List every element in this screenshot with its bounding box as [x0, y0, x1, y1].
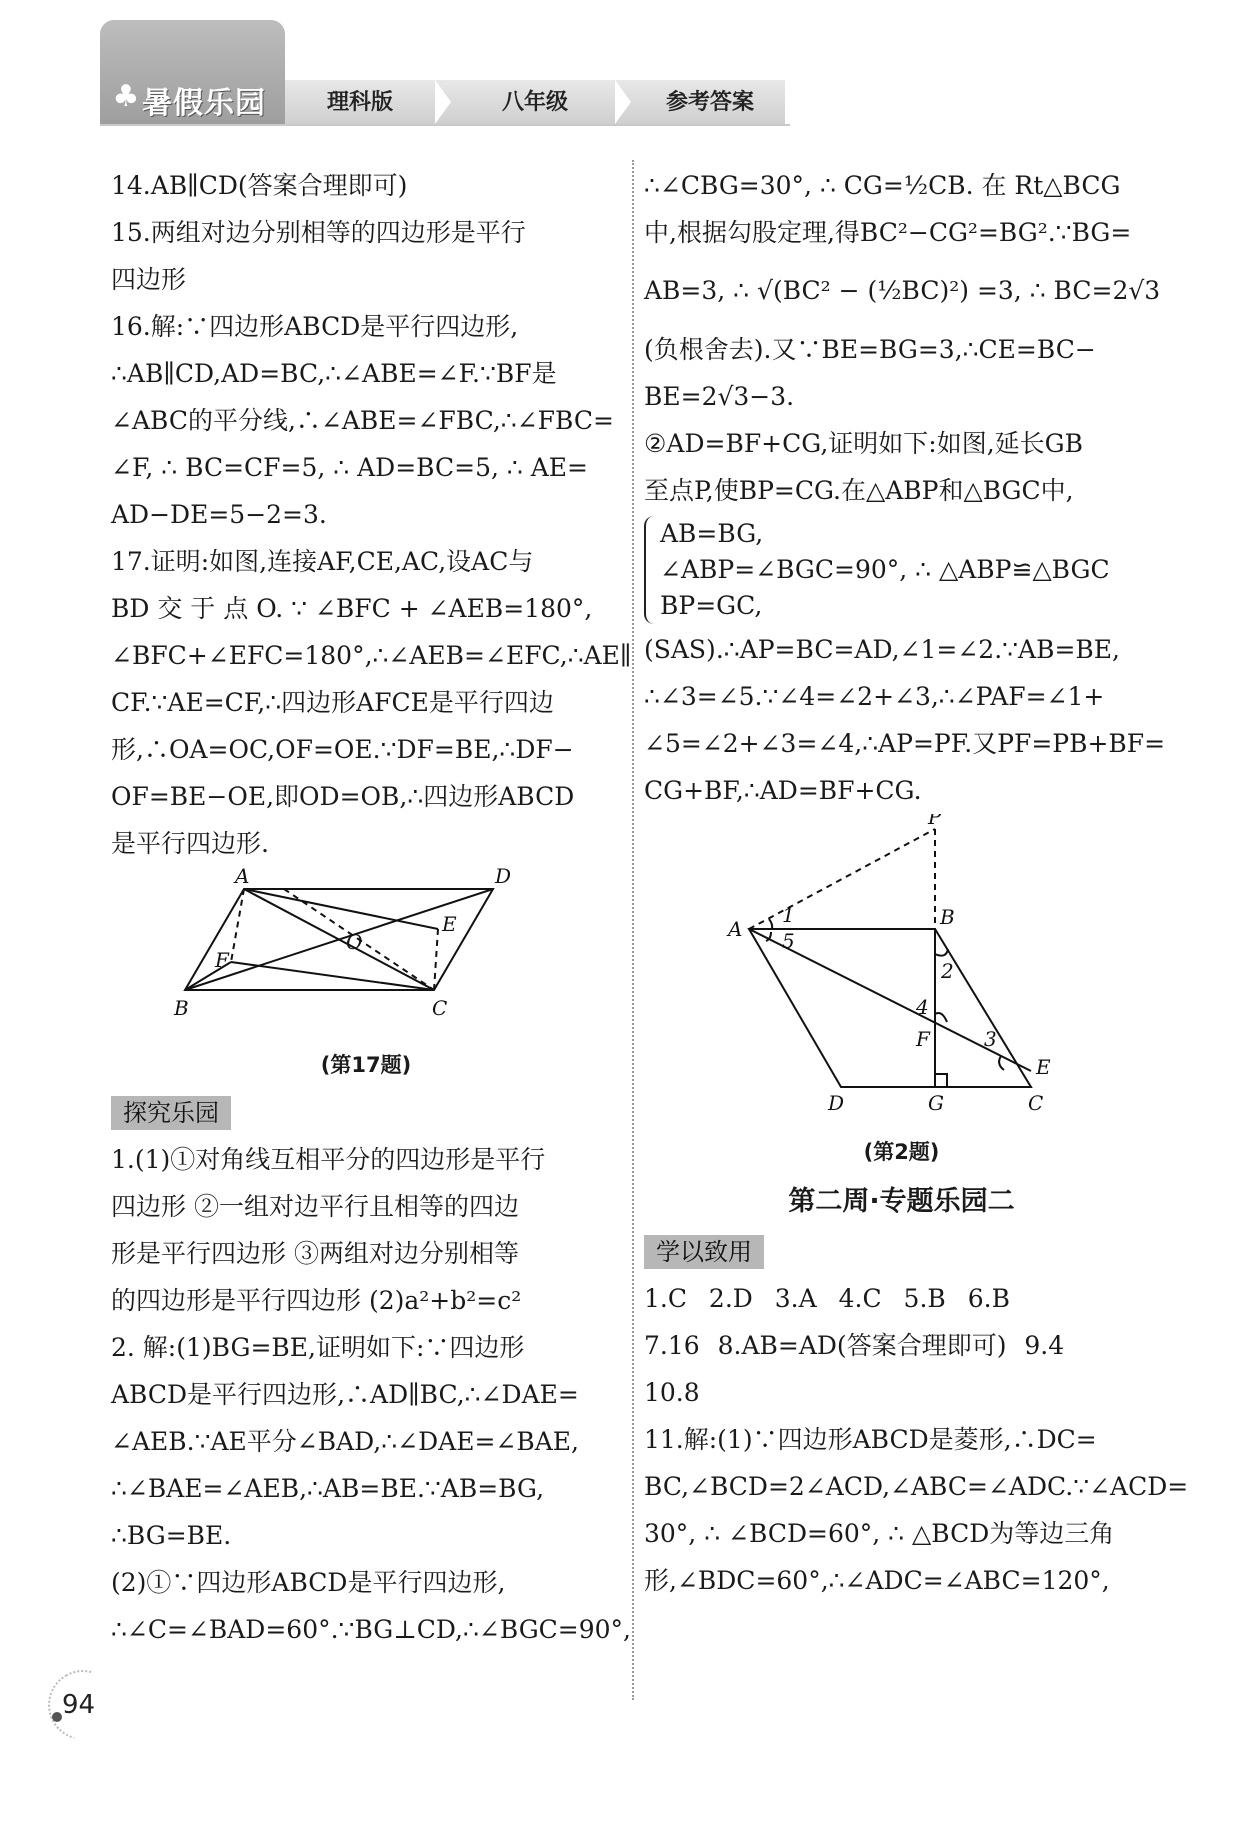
- answer-line: ∠ABP=∠BGC=90°, ∴ △ABP≌△BGC: [660, 555, 1110, 584]
- answer-line: 1.(1)①对角线互相平分的四边形是平行: [111, 1145, 546, 1174]
- answer-line: 10.8: [644, 1378, 700, 1407]
- answer-line: ∠BFC+∠EFC=180°,∴∠AEB=∠EFC,∴AE∥: [111, 641, 632, 670]
- answer-line: 16.解:∵四边形ABCD是平行四边形,: [111, 312, 519, 341]
- label-c: C: [1028, 1091, 1044, 1114]
- label-angle-2: 2: [941, 959, 954, 983]
- label-a: A: [728, 917, 743, 941]
- figure-17-caption: (第17题): [320, 1053, 412, 1077]
- answer-line: 15.两组对边分别相等的四边形是平行: [111, 218, 526, 247]
- label-e: E: [1036, 1055, 1051, 1079]
- answer-line: CF.∵AE=CF,∴四边形AFCE是平行四边: [111, 688, 554, 717]
- label-f: F: [916, 1027, 930, 1051]
- answer-line: BP=GC,: [660, 591, 763, 620]
- answer-line: ∴∠C=∠BAD=60°.∵BG⊥CD,∴∠BGC=90°,: [111, 1615, 631, 1644]
- answer-line: ∴∠BAE=∠AEB,∴AB=BE.∵AB=BG,: [111, 1474, 545, 1503]
- label-o: O: [346, 930, 363, 954]
- answer-line: ②AD=BF+CG,证明如下:如图,延长GB: [644, 429, 1083, 458]
- label-f: F: [215, 948, 229, 972]
- answer-line: ∠F, ∴ BC=CF=5, ∴ AD=BC=5, ∴ AE=: [111, 453, 588, 482]
- right-column: [644, 162, 1189, 1604]
- answer-line: (SAS).∴AP=BC=AD,∠1=∠2.∵AB=BE,: [644, 635, 1121, 664]
- edition-label: 理科版: [326, 89, 393, 115]
- label-d: D: [828, 1091, 845, 1114]
- answer-line: ABCD是平行四边形,∴AD∥BC,∴∠DAE=: [111, 1380, 579, 1409]
- answer-line: 30°, ∴ ∠BCD=60°, ∴ △BCD为等边三角: [644, 1519, 1115, 1548]
- answer-line: OF=BE−OE,即OD=OB,∴四边形ABCD: [111, 782, 575, 811]
- page-number: 94: [62, 1690, 96, 1720]
- answer-line: 的四边形是平行四边形 (2)a²+b²=c²: [111, 1286, 522, 1315]
- answer-line: 至点P,使BP=CG.在△ABP和△BGC中,: [644, 476, 1074, 505]
- ribbon-separator: [615, 80, 631, 124]
- label-angle-3: 3: [984, 1027, 997, 1051]
- header-underline: [100, 124, 790, 126]
- answer-line: 2. 解:(1)BG=BE,证明如下:∵四边形: [111, 1333, 525, 1362]
- label-g: G: [928, 1091, 944, 1114]
- answer-label: 参考答案: [665, 89, 754, 115]
- label-e: E: [442, 912, 457, 936]
- grade-label: 八年级: [501, 89, 568, 115]
- answer-line: AD−DE=5−2=3.: [111, 500, 327, 529]
- label-angle-1: 1: [782, 903, 795, 927]
- answer-line: ∴∠3=∠5.∵∠4=∠2+∠3,∴∠PAF=∠1+: [644, 682, 1105, 711]
- answer-line: (2)①∵四边形ABCD是平行四边形,: [111, 1568, 506, 1597]
- answer-line: 四边形 ②一组对边平行且相等的四边: [111, 1192, 519, 1221]
- answer-line: BC,∠BCD=2∠ACD,∠ABC=∠ADC.∵∠ACD=: [644, 1472, 1189, 1501]
- section-tag-explore: 探究乐园: [111, 1096, 231, 1130]
- answer-line: ∴AB∥CD,AD=BC,∴∠ABE=∠F.∵BF是: [111, 359, 557, 388]
- answer-line: ∴∠CBG=30°, ∴ CG=½CB. 在 Rt△BCG: [644, 171, 1121, 200]
- chapter-title: 第二周·专题乐园二: [788, 1186, 1015, 1217]
- answer-line: ∠AEB.∵AE平分∠BAD,∴∠DAE=∠BAE,: [111, 1427, 579, 1456]
- answer-line: 17.证明:如图,连接AF,CE,AC,设AC与: [111, 547, 534, 576]
- answer-line: 14.AB∥CD(答案合理即可): [111, 171, 408, 200]
- answer-line: ∴BG=BE.: [111, 1521, 232, 1550]
- section-tag-apply: 学以致用: [644, 1235, 764, 1269]
- answer-line: AB=BG,: [660, 519, 764, 548]
- label-c: C: [432, 996, 448, 1020]
- answer-line: 四边形: [111, 265, 187, 294]
- label-b: B: [940, 905, 955, 929]
- label-a: A: [235, 867, 250, 888]
- congruence-brace: [644, 516, 1159, 624]
- figure-2-caption: (第2题): [863, 1140, 940, 1164]
- answer-line: 是平行四边形.: [111, 829, 269, 858]
- answer-line: BD 交 于 点 O. ∵ ∠BFC + ∠AEB=180°,: [111, 594, 593, 623]
- label-angle-4: 4: [916, 995, 929, 1019]
- brand-title: 暑假乐园: [142, 86, 266, 121]
- answer-line: ∠5=∠2+∠3=∠4,∴AP=PF.又PF=PB+BF=: [644, 729, 1166, 758]
- label-d: D: [495, 867, 512, 888]
- page-number-dot: [52, 1712, 62, 1722]
- label-angle-5: 5: [782, 929, 795, 953]
- answer-line: 11.解:(1)∵四边形ABCD是菱形,∴DC=: [644, 1425, 1097, 1454]
- plant-logo-icon: ♣: [112, 79, 140, 114]
- label-p: P: [928, 814, 942, 829]
- answer-line: ∠ABC的平分线,∴∠ABE=∠FBC,∴∠FBC=: [111, 406, 614, 435]
- answer-line: 形,∴OA=OC,OF=OE.∵DF=BE,∴DF−: [111, 735, 574, 764]
- page-header: [0, 0, 1250, 130]
- answer-line: 中,根据勾股定理,得BC²−CG²=BG².∵BG=: [644, 218, 1132, 247]
- figure-2: [644, 814, 1159, 1114]
- answer-line: (负根舍去).又∵BE=BG=3,∴CE=BC−: [644, 335, 1096, 364]
- answer-line: 7.16 8.AB=AD(答案合理即可) 9.4: [644, 1331, 1065, 1360]
- ribbon-separator: [435, 80, 451, 124]
- answer-line: BE=2√3−3.: [644, 382, 795, 411]
- left-column: [111, 162, 632, 1653]
- answer-line: CG+BF,∴AD=BF+CG.: [644, 776, 922, 805]
- answer-line: 1.C 2.D 3.A 4.C 5.B 6.B: [644, 1284, 1010, 1313]
- answer-line: 形是平行四边形 ③两组对边分别相等: [111, 1239, 519, 1268]
- figure-17: [111, 867, 621, 1027]
- column-divider: [632, 160, 634, 1700]
- answer-line: 形,∠BDC=60°,∴∠ADC=∠ABC=120°,: [644, 1566, 1110, 1595]
- label-b: B: [174, 996, 189, 1020]
- answer-line: AB=3, ∴ √(BC² − (½BC)²) =3, ∴ BC=2√3: [644, 276, 1161, 305]
